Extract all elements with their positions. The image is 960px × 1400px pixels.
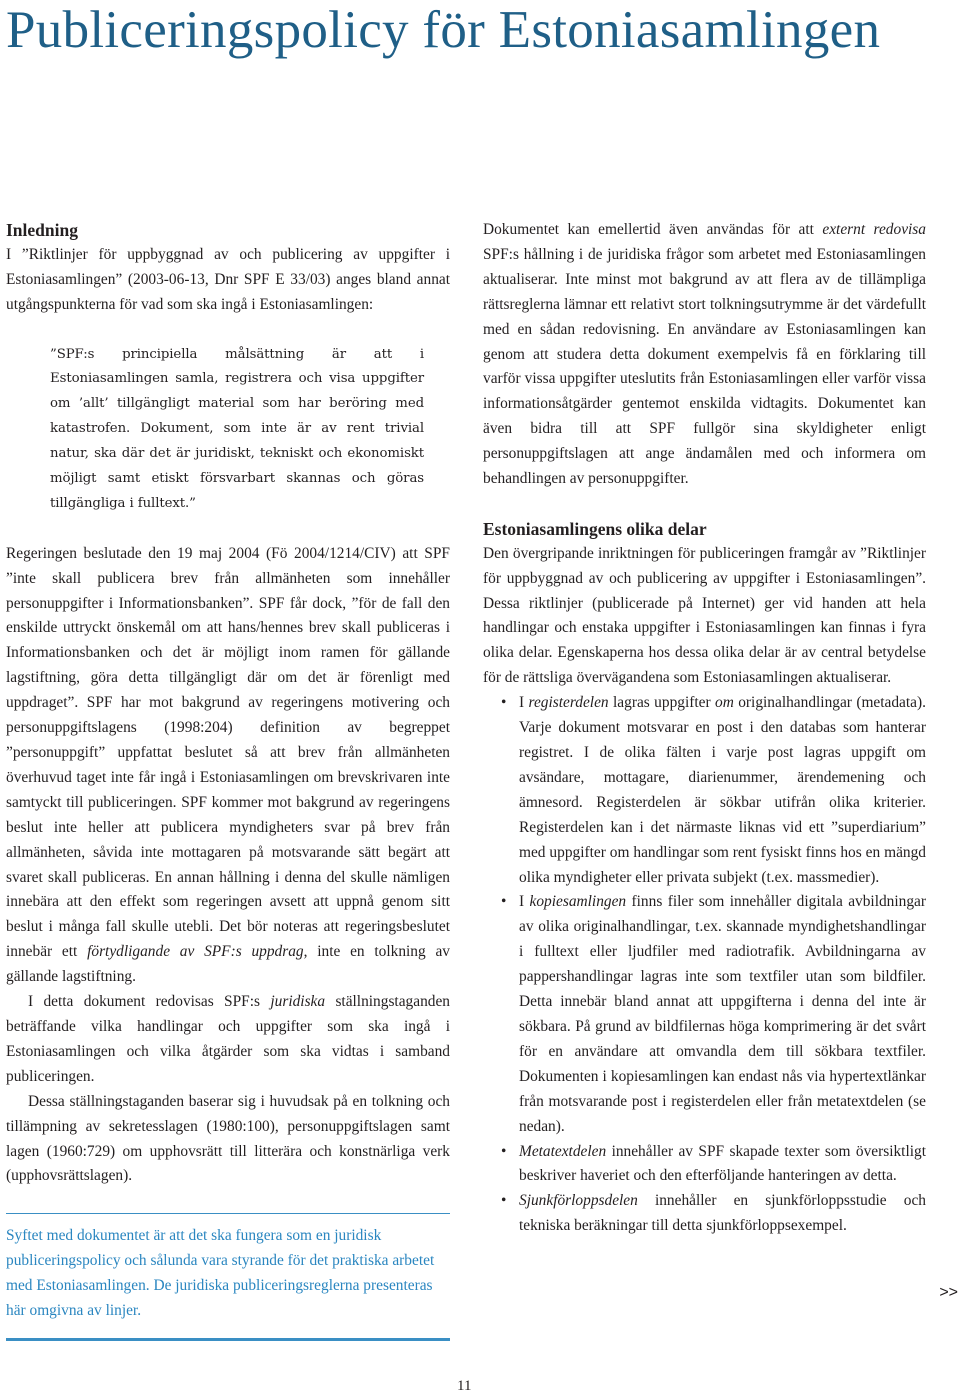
page-title: Publiceringspolicy för Estoniasamlingen <box>6 1 881 59</box>
section-heading-inledning: Inledning <box>6 220 78 240</box>
paragraph-regeringen: Regeringen beslutade den 19 maj 2004 (Fö 2004/1214/CIV) att SPF ”inte skall publicera brev från allmänheten som innehåller personuppgifter i Informationsbanken”. SPF får dock, ”för de fall den enskilde uttryckt önskemål om att hans/hennes brev skall publiceras i Informationsbanken och det är möjligt inom ramen för gällande lagstiftning, göra detta tillgängligt där om det är förenligt med uppdraget”. SPF har mot bakgrund av regeringens motivering och personuppgiftslagens (1998:204) definition av begreppet ”personuppgift” uppfattat beslutet så att brev från allmänheten överhuvud taget inte får ingå i Estoniasamlingen om brevskrivaren inte samtyckt till publiceringen. SPF kommer mot bakgrund av regeringens beslut inte heller att publicera myndigheters svar på brev från allmänheten, såvida inte mottagaren på motsvarande sätt begärt att svaret skall publiceras. En annan hållning i denna del skulle nämligen innebära att den effekt som regeringen avsett att uppnå genom sitt beslut i många fall skulle utebli. Det bör noteras att regeringsbeslutet innebär ett förtydligande av SPF:s uppdrag, inte en tolkning av gällande lagstiftning. <box>6 544 450 986</box>
highlight-text: Syftet med dokumentet är att det ska fungera som en juridisk publiceringspolicy och sålunda vara styrande för det praktiska arbetet med Estoniasamlingen. De juridiska publiceringsreglerna presenteras här omgivna av linjer. <box>6 1227 435 1320</box>
page-number: 11 <box>457 1378 472 1394</box>
paragraph-detta-dokument: I detta dokument redovisas SPF:s juridiska ställningstaganden beträffande vilka handlingar och uppgifter som ska ingå i Estoniasamlingen och vilka åtgärder som ska vidtas i samband publiceringen. <box>6 993 450 1085</box>
list-item: • I kopiesamlingen finns filer som innehåller digitala avbildningar av olika originalhandlingar, t.ex. skannade myndighetshandlingar i fulltext eller ljudfiler med radiotrafik. Avbildningarna av pappershandlingar lagras inte som textfiler utan som bildfiler. Detta innebär bland annat att uppgifterna i denna del inte är sökbara. På grund av bildfilernas höga komprimering är det svårt för en användare att omvandla dem till sökbara textfiler. Dokumenten i kopiesamlingen kan endast nås via hypertextlänkar från motsvarande post i registerdelen eller från metatextdelen (se nedan). <box>483 890 926 1139</box>
paragraph-overgripande: Den övergripande inriktningen för publiceringen framgår av ”Riktlinjer för uppbyggnad av och publicering av uppgifter i Estoniasamlingen”. Dessa riktlinjer (publicerade på Internet) ger vid handen att hela handlingar och enstaka uppgifter i Estoniasamlingen kan finnas i fyra olika delar. Egenskaperna hos dessa olika delar är av central betydelse för de rättsliga övervägandena som Estoniasamlingen aktualiserar. <box>483 544 926 687</box>
left-column <box>6 218 450 1341</box>
bullet-icon: • <box>501 893 507 911</box>
list-item: • Sjunkförloppsdelen innehåller en sjunkförloppsstudie och tekniska beräkningar till detta sjunkförloppsexempel. <box>483 1189 926 1239</box>
bullet-icon: • <box>501 694 507 712</box>
section-heading-olika-delar: Estoniasamlingens olika delar <box>483 518 707 539</box>
paragraph-dessa: Dessa ställningstaganden baserar sig i huvudsak på en tolkning och tillämpning av sekretesslagen (1980:100), personuppgiftslagen samt lagen (1960:729) om upphovsrätt till litterära och konstnärliga verk (upphovsrättslagen). <box>6 1092 450 1185</box>
block-quote: ”SPF:s principiella målsättning är att i Estoniasamlingen samla, registrera och visa uppgifter om ’allt’ tillgängligt material som har beröring med katastrofen. Dokument, som inte är av rent trivial natur, ska där det är juridiskt, tekniskt och ekonomiskt möjligt samt etiskt försvarbart skannas och göras tillgängliga i fulltext.” <box>50 346 424 511</box>
parts-list <box>483 691 926 1239</box>
continued-marker: >> <box>939 1284 958 1301</box>
bullet-icon: • <box>501 1192 507 1210</box>
list-item: • I registerdelen lagras uppgifter om originalhandlingar (metadata). Varje dokument motsvarar en post i den databas som hanterar registret. I de olika fälten i varje post lagras uppgift om avsändare, mottagare, diarienummer, ärendemening och ämnesord. Registerdelen är sökbar utifrån olika kriterier. Registerdelen kan i det närmaste liknas vid ett ”superdiarium” med uppgifter om handlingar som rent fysiskt finns hos en mängd olika myndigheter eller privata subjekt (t.ex. massmedier). <box>483 691 926 890</box>
right-column <box>483 218 926 1239</box>
list-item: • Metatextdelen innehåller av SPF skapade texter som översiktligt beskriver haveriet och den efterföljande hanteringen av detta. <box>483 1140 926 1190</box>
bullet-icon: • <box>501 1142 507 1160</box>
highlight-box <box>6 1213 450 1341</box>
paragraph-dokumentet: Dokumentet kan emellertid även användas för att externt redovisa SPF:s hållning i de juridiska frågor som arbetet med Estoniasamlingen aktualiserar. Inte minst mot bakgrund av att flera av de tillämpliga rättsreglerna lämnar ett relativt stort tolkningsutrymme är det värdefullt med en sådan redovisning. En användare av Estoniasamlingen kan genom att studera detta dokument exempelvis få en förklaring till varför vissa uppgifter uteslutits från Estoniasamlingen eller varför vissa informationsåtgärder gentemot enskilda vidtagits. Dokumentet kan även bidra till att SPF fullgör sina skyldigheter enligt personuppgiftslagen att ange ändamålen med och informera om behandlingen av personuppgifter. <box>483 221 926 488</box>
intro-paragraph: I ”Riktlinjer för uppbyggnad av och publicering av uppgifter i Estoniasamlingen” (2003-06-13, Dnr SPF E 33/03) anges bland annat utgångspunkterna för vad som ska ingå i Estoniasamlingen: <box>6 245 450 313</box>
